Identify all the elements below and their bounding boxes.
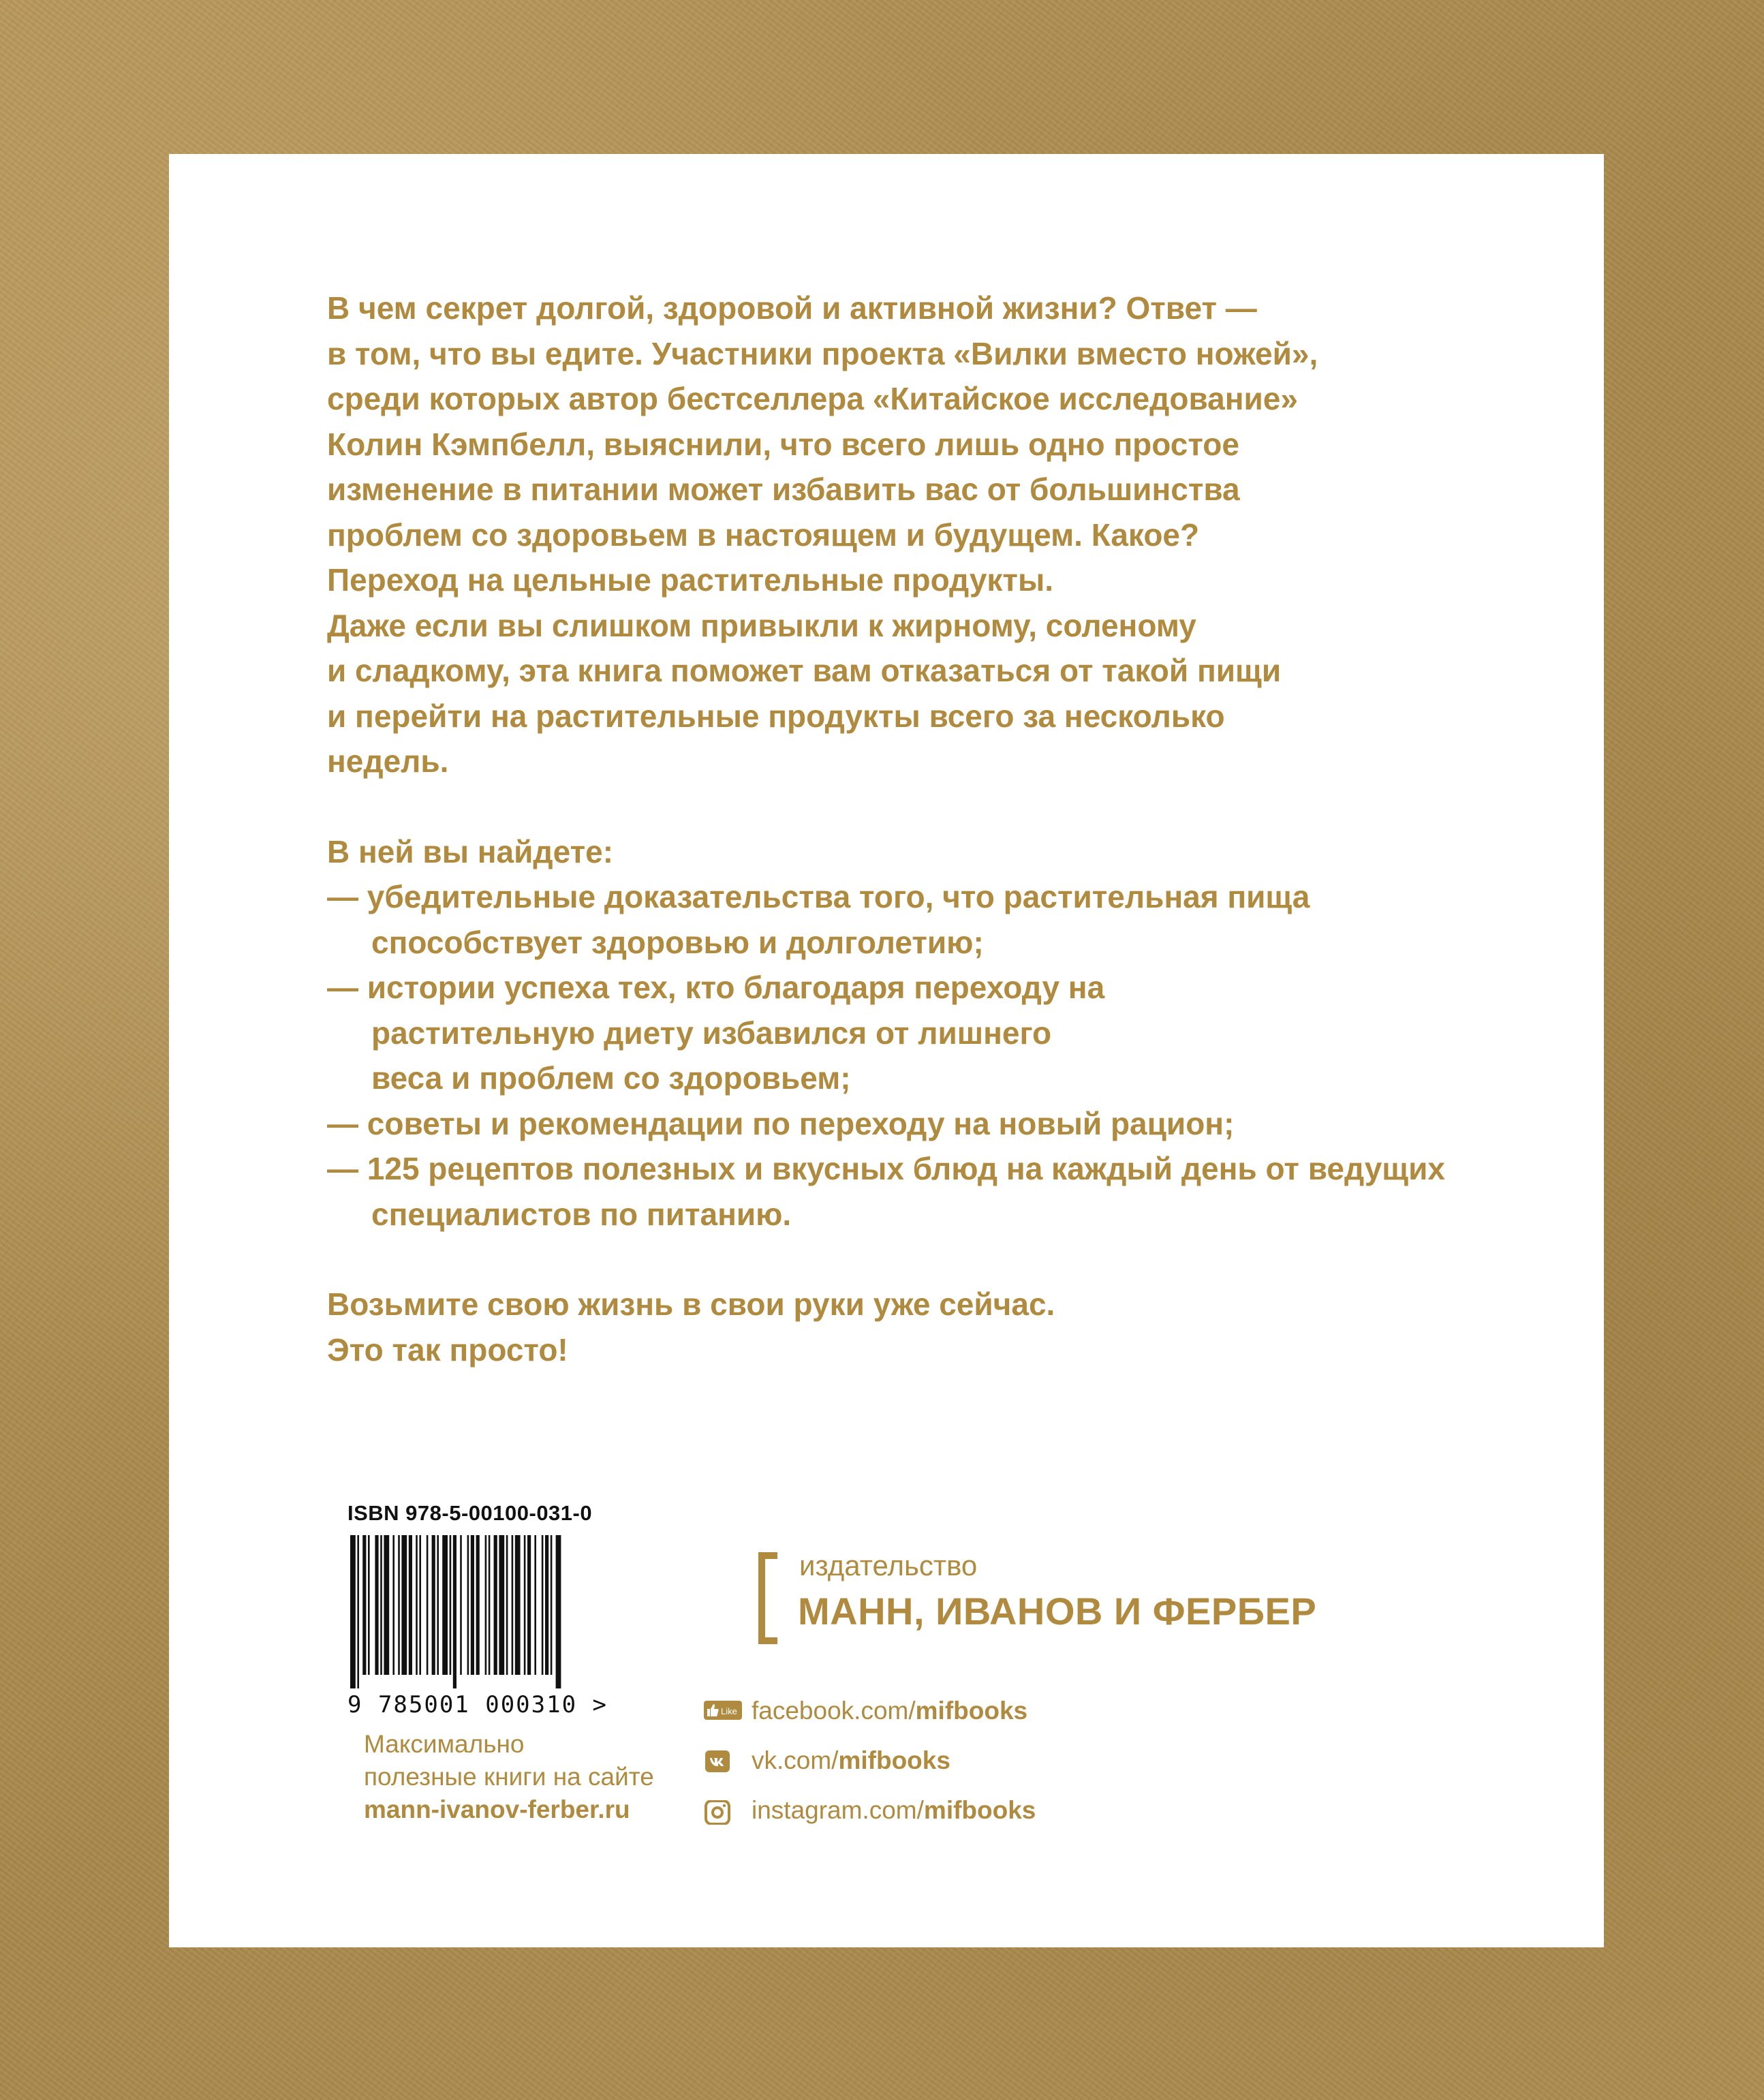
barcode-bar [467, 1535, 469, 1675]
barcode-bar [442, 1535, 448, 1675]
barcode-bar [380, 1535, 382, 1675]
back-cover-panel [169, 154, 1604, 1947]
closing-line: Возьмите свою жизнь в свои руки уже сейчас. [327, 1286, 1055, 1322]
barcode-bar [398, 1535, 400, 1675]
barcode-bar [409, 1535, 412, 1675]
description-text [327, 285, 1485, 1372]
list-intro: В ней вы найдете: [327, 833, 614, 869]
isbn-block [347, 1501, 688, 1718]
list-item: — убедительные доказательства того, что растительная пища способствует здоровью и долголетию; [327, 879, 1310, 960]
barcode-bar [453, 1535, 457, 1688]
barcode-bar [392, 1535, 394, 1675]
website-link[interactable]: mann-ivanov-ferber.ru [364, 1795, 630, 1823]
closing-line: Это так просто! [327, 1331, 568, 1368]
barcode-bar [494, 1535, 497, 1675]
instagram-icon [704, 1800, 731, 1825]
vk-icon [704, 1750, 731, 1772]
publisher-label: издательство [799, 1549, 978, 1581]
description-line: В чем секрет долгой, здоровой и активной жизни? Ответ — [327, 290, 1257, 326]
barcode-bar [524, 1535, 526, 1675]
barcode-bar [476, 1535, 480, 1675]
barcode-bar [384, 1535, 389, 1675]
barcode-bar [427, 1535, 429, 1675]
description-line: Даже если вы слишком привыкли к жирному, соленому [327, 607, 1196, 643]
barcode-bar [419, 1535, 421, 1675]
barcode-bar [401, 1535, 407, 1675]
facebook-link[interactable]: facebook.com/mifbooks [752, 1697, 1028, 1725]
barcode-bar [432, 1535, 435, 1675]
description-line: проблем со здоровьем в настоящем и будущем. Какое? [327, 516, 1200, 553]
barcode-bar [506, 1535, 508, 1675]
barcode-bar [362, 1535, 366, 1675]
barcode-bar [515, 1535, 521, 1675]
description-line: среди которых автор бестселлера «Китайское исследование» [327, 381, 1298, 416]
barcode-bar [375, 1535, 378, 1675]
tagline-line: полезные книги на сайте [364, 1763, 654, 1791]
barcode-bar [542, 1535, 544, 1675]
barcode-bar [556, 1535, 561, 1688]
barcode-bar [551, 1535, 553, 1675]
barcode [347, 1535, 613, 1688]
facebook-like-icon [704, 1701, 742, 1720]
barcode-bar [527, 1535, 531, 1675]
barcode-bar [489, 1535, 491, 1675]
like-badge: Like [721, 1706, 737, 1716]
bracket-icon [758, 1552, 777, 1644]
barcode-bar [460, 1535, 462, 1675]
tagline [364, 1728, 718, 1826]
tagline-line: Максимально [364, 1730, 525, 1758]
barcode-bar [416, 1535, 418, 1675]
description-line: в том, что вы едите. Участники проекта «Вилки вместо ножей», [327, 335, 1318, 371]
description-line: недель. [327, 743, 449, 779]
barcode-bar [450, 1535, 452, 1675]
description-line: Колин Кэмпбелл, выяснили, что всего лишь одно простое [327, 426, 1239, 462]
barcode-bar [357, 1535, 359, 1688]
benefits-list [327, 874, 1485, 1237]
barcode-bar [350, 1535, 356, 1688]
barcode-bar [534, 1535, 536, 1675]
instagram-link[interactable]: instagram.com/mifbooks [752, 1796, 1036, 1824]
description-line: Переход на цельные растительные продукты. [327, 562, 1054, 598]
barcode-bar [512, 1535, 514, 1675]
publisher-name: МАНН, ИВАНОВ И ФЕРБЕР [798, 1590, 1317, 1633]
list-item: — советы и рекомендации по переходу на новый рацион; [327, 1105, 1235, 1141]
barcode-bar [437, 1535, 439, 1675]
list-item: — 125 рецептов полезных и вкусных блюд на каждый день от ведущих специалистов по питанию. [327, 1151, 1445, 1232]
description-line: изменение в питании может избавить вас от большинства [327, 472, 1240, 507]
barcode-bar [545, 1535, 548, 1675]
barcode-bar [485, 1535, 487, 1675]
barcode-bar [499, 1535, 504, 1675]
isbn-label: ISBN 978-5-00100-031-0 [347, 1501, 593, 1525]
vk-link[interactable]: vk.com/mifbooks [752, 1746, 950, 1774]
barcode-bar [471, 1535, 474, 1675]
description-line: и перейти на растительные продукты всего за несколько [327, 698, 1225, 734]
list-item: — истории успеха тех, кто благодаря переходу на растительную диету избавился от лишнего веса и проблем со здоровьем; [327, 970, 1105, 1096]
barcode-bar [368, 1535, 370, 1675]
barcode-digits: 9 785001 000310 > [347, 1691, 608, 1718]
description-line: и сладкому, эта книга поможет вам отказаться от такой пищи [327, 653, 1282, 688]
